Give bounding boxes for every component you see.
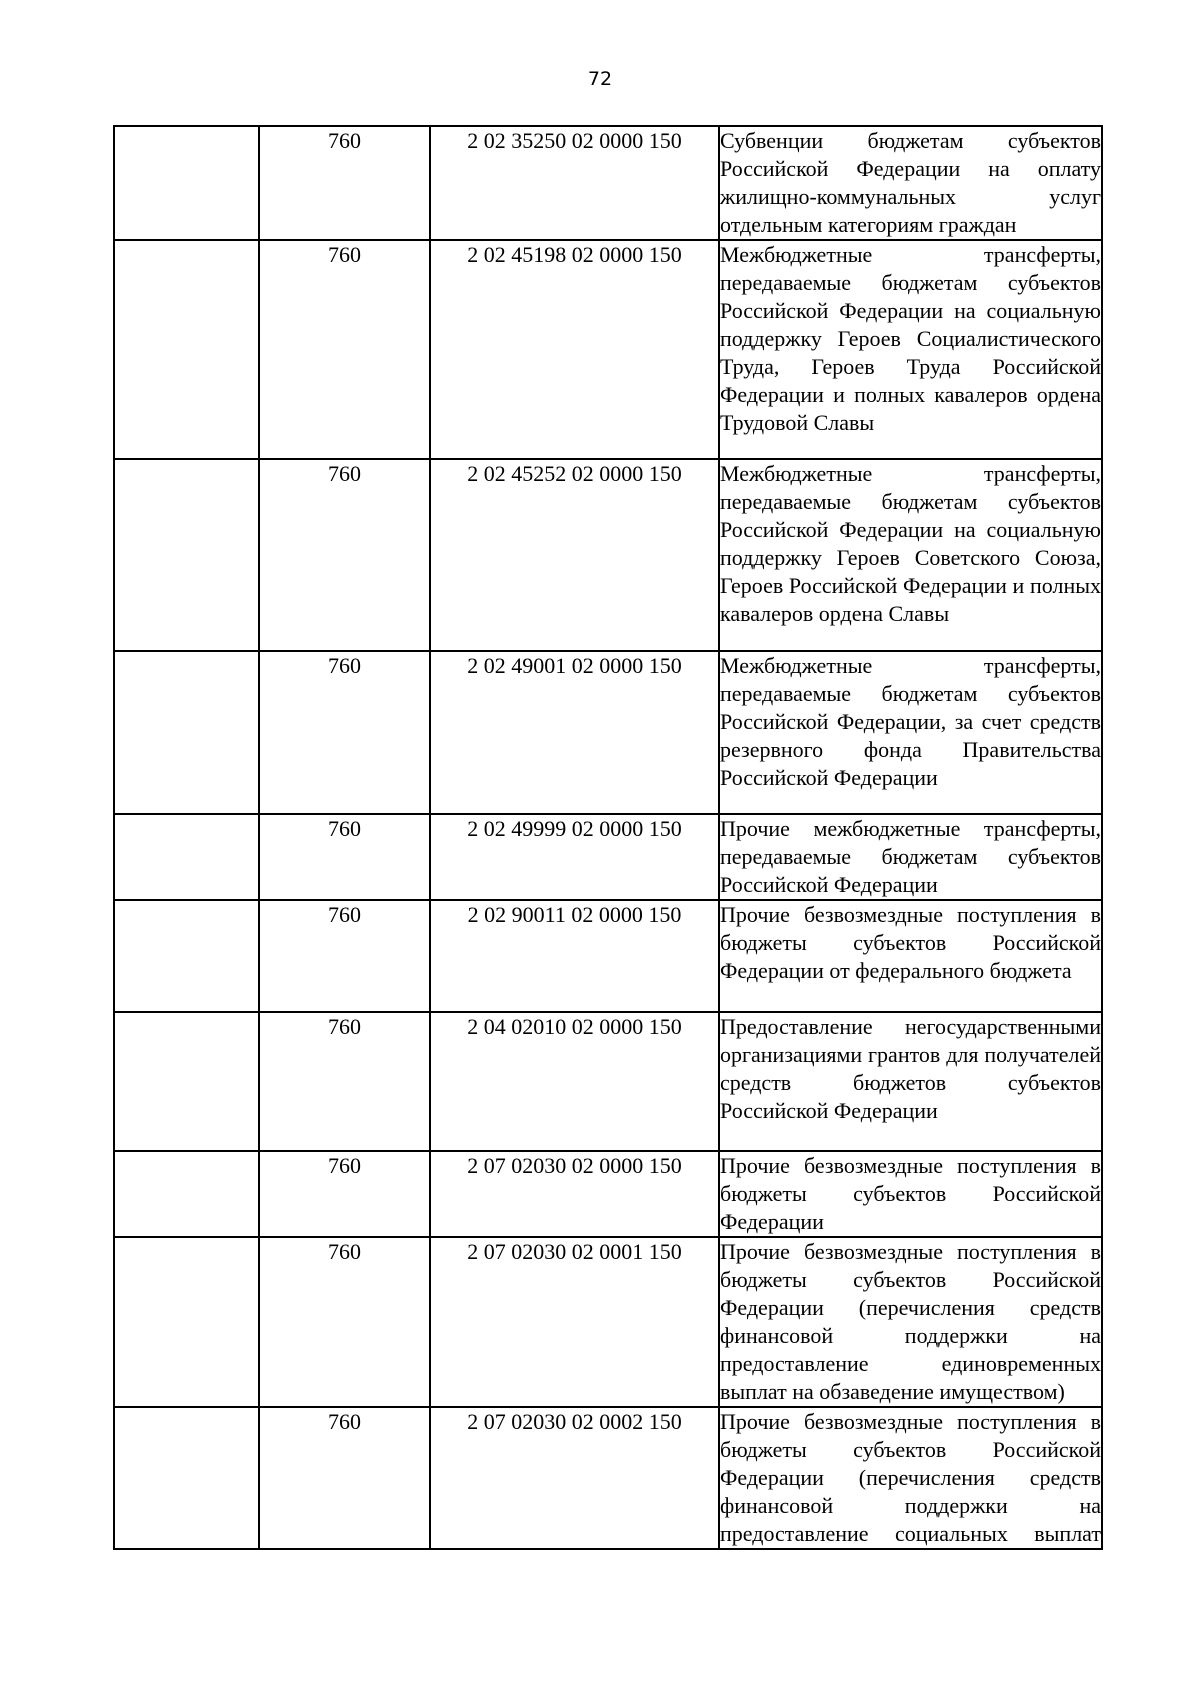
table-cell-empty — [114, 651, 259, 814]
budget-code-cell: 2 07 02030 02 0001 150 — [430, 1237, 719, 1407]
table-row — [114, 1237, 1102, 1407]
table-cell-empty — [114, 459, 259, 651]
description-cell: Прочие межбюджетные трансферты, передаваемые бюджетам субъектов Российской Федерации — [719, 814, 1102, 900]
table-row — [114, 126, 1102, 240]
admin-code-cell: 760 — [259, 1407, 430, 1549]
description-cell: Предоставление негосударственными организациями грантов для получателей средств бюджетов субъектов Российской Федерации — [719, 1012, 1102, 1151]
table-row — [114, 1012, 1102, 1151]
page-number: 72 — [587, 68, 613, 90]
admin-code-cell: 760 — [259, 126, 430, 240]
description-cell: Межбюджетные трансферты, передаваемые бюджетам субъектов Российской Федерации, за счет средств резервного фонда Правительства Российской Федерации — [719, 651, 1102, 814]
table-cell-empty — [114, 1012, 259, 1151]
description-cell: Прочие безвозмездные поступления в бюджеты субъектов Российской Федерации от федерального бюджета — [719, 900, 1102, 1012]
admin-code-cell: 760 — [259, 814, 430, 900]
table-row — [114, 1407, 1102, 1549]
admin-code-cell: 760 — [259, 651, 430, 814]
admin-code-cell: 760 — [259, 900, 430, 1012]
table-cell-empty — [114, 814, 259, 900]
budget-code-cell: 2 02 35250 02 0000 150 — [430, 126, 719, 240]
description-cell: Межбюджетные трансферты, передаваемые бюджетам субъектов Российской Федерации на социальную поддержку Героев Советского Союза, Героев Российской Федерации и полных кавалеров ордена Славы — [719, 459, 1102, 651]
budget-code-cell: 2 02 90011 02 0000 150 — [430, 900, 719, 1012]
budget-code-cell: 2 02 49999 02 0000 150 — [430, 814, 719, 900]
admin-code-cell: 760 — [259, 459, 430, 651]
budget-code-cell: 2 07 02030 02 0002 150 — [430, 1407, 719, 1549]
table-row — [114, 459, 1102, 651]
table-cell-empty — [114, 240, 259, 459]
table-cell-empty — [114, 1151, 259, 1237]
table-row — [114, 814, 1102, 900]
admin-code-cell: 760 — [259, 1151, 430, 1237]
description-cell: Межбюджетные трансферты, передаваемые бюджетам субъектов Российской Федерации на социальную поддержку Героев Социалистического Труда, Героев Труда Российской Федерации и полных кавалеров ордена Трудовой Славы — [719, 240, 1102, 459]
table-row — [114, 240, 1102, 459]
admin-code-cell: 760 — [259, 1012, 430, 1151]
description-cell: Субвенции бюджетам субъектов Российской Федерации на оплату жилищно-коммунальных услуг отдельным категориям граждан — [719, 126, 1102, 240]
description-cell: Прочие безвозмездные поступления в бюджеты субъектов Российской Федерации (перечисления средств финансовой поддержки на предоставление единовременных выплат на обзаведение имуществом) — [719, 1237, 1102, 1407]
budget-classification-table — [113, 125, 1103, 1550]
table-row — [114, 651, 1102, 814]
table-cell-empty — [114, 126, 259, 240]
admin-code-cell: 760 — [259, 1237, 430, 1407]
table-cell-empty — [114, 1407, 259, 1549]
description-cell: Прочие безвозмездные поступления в бюджеты субъектов Российской Федерации — [719, 1151, 1102, 1237]
budget-code-cell: 2 07 02030 02 0000 150 — [430, 1151, 719, 1237]
budget-code-cell: 2 02 45252 02 0000 150 — [430, 459, 719, 651]
description-cell: Прочие безвозмездные поступления в бюджеты субъектов Российской Федерации (перечисления средств финансовой поддержки на предоставление социальных выплат — [719, 1407, 1102, 1549]
budget-code-cell: 2 04 02010 02 0000 150 — [430, 1012, 719, 1151]
budget-code-cell: 2 02 49001 02 0000 150 — [430, 651, 719, 814]
admin-code-cell: 760 — [259, 240, 430, 459]
table-row — [114, 900, 1102, 1012]
table-row — [114, 1151, 1102, 1237]
budget-code-cell: 2 02 45198 02 0000 150 — [430, 240, 719, 459]
table-cell-empty — [114, 1237, 259, 1407]
table-cell-empty — [114, 900, 259, 1012]
